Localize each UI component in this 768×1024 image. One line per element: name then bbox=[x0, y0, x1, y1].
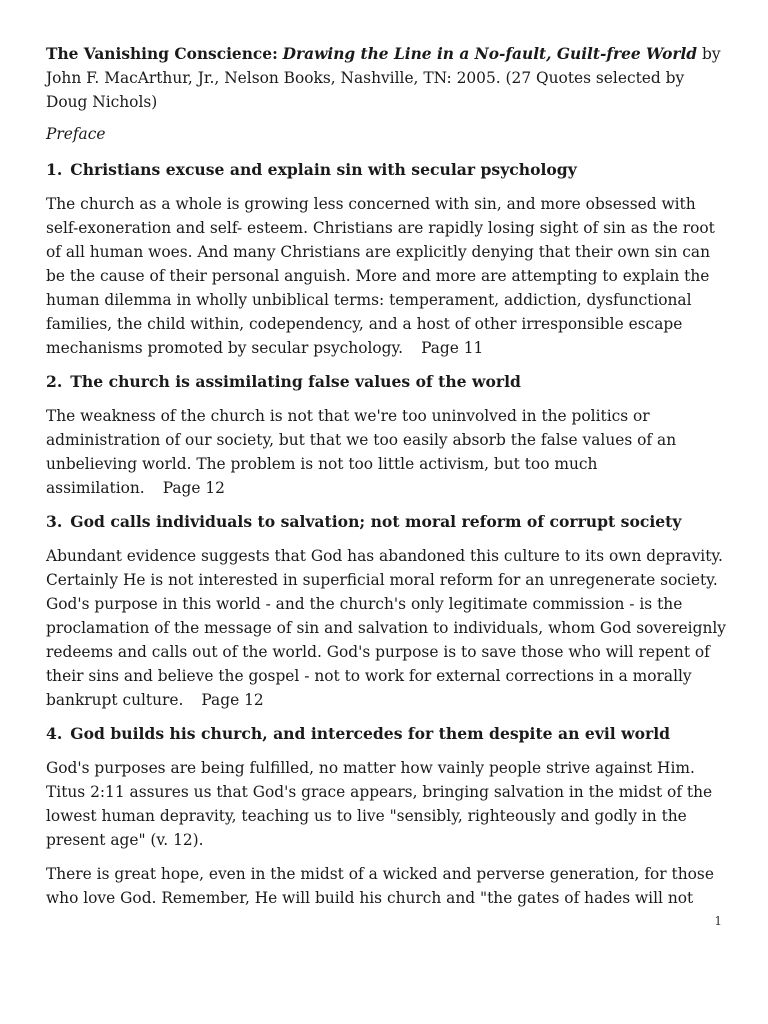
section-number: 1. bbox=[46, 160, 63, 179]
section-number: 3. bbox=[46, 512, 63, 531]
section-paragraph: The weakness of the church is not that we're too uninvolved in the politics or administration of our society, but that we too easily absorb the false values of an unbelieving world. The problem is not too little activism, but too much assimilation. Page 12 bbox=[46, 407, 677, 497]
section-title: God calls individuals to salvation; not moral reform of corrupt society bbox=[70, 512, 682, 531]
section-number: 4. bbox=[46, 724, 63, 743]
section-paragraph: Abundant evidence suggests that God has abandoned this culture to its own depravity. Certainly He is not interested in superficial moral reform for an unregenerate society. God's purpose in this world - and the church's only legitimate commission - is the proclamation of the message of sin and salvation to individuals, whom God sovereignly redeems and calls out of the world. God's purpose is to save those who will repent of their sins and believe the gospel - not to work for external corrections in a morally bankrupt culture. Page 12 bbox=[46, 547, 726, 709]
section-heading bbox=[46, 370, 728, 394]
page-reference: Page 12 bbox=[162, 479, 225, 497]
preface-label: Preface bbox=[46, 125, 106, 143]
section-title: God builds his church, and intercedes for them despite an evil world bbox=[70, 724, 671, 743]
section-title: Christians excuse and explain sin with secular psychology bbox=[70, 160, 577, 179]
page-reference: Page 12 bbox=[201, 691, 264, 709]
section-heading bbox=[46, 722, 728, 746]
book-title: The Vanishing Conscience: bbox=[46, 45, 278, 63]
section-paragraph: God's purposes are being fulfilled, no matter how vainly people strive against Him. Titus 2:11 assures us that God's grace appears, bringing salvation in the midst of the lowest human depravity, teaching us to live "sensibly, righteously and godly in the present age" (v. 12). bbox=[46, 759, 713, 849]
book-details: by John F. MacArthur, Jr., Nelson Books, Nashville, TN: 2005. (27 Quotes selected by Doug Nichols) bbox=[46, 45, 721, 111]
section-paragraph: There is great hope, even in the midst of a wicked and perverse generation, for those who love God. Remember, He will build his church and "the gates of hades will not bbox=[46, 865, 714, 907]
document-header bbox=[46, 42, 728, 114]
document-page bbox=[46, 42, 728, 920]
book-subtitle: Drawing the Line in a No-fault, Guilt-free World bbox=[282, 45, 698, 63]
page-number: 1 bbox=[714, 914, 722, 928]
section-paragraph: The church as a whole is growing less concerned with sin, and more obsessed with self-exoneration and self- esteem. Christians are rapidly losing sight of sin as the root of all human woes. And many Christians are explicitly denying that their own sin can be the cause of their personal anguish. More and more are attempting to explain the human dilemma in wholly unbiblical terms: temperament, addiction, dysfunctional families, the child within, codependency, and a host of other irresponsible escape mechanisms promoted by secular psychology. Page 11 bbox=[46, 195, 715, 357]
section-heading bbox=[46, 158, 728, 182]
page-reference: Page 11 bbox=[421, 339, 484, 357]
section-number: 2. bbox=[46, 372, 63, 391]
section-heading bbox=[46, 510, 728, 534]
section-title: The church is assimilating false values of the world bbox=[70, 372, 521, 391]
